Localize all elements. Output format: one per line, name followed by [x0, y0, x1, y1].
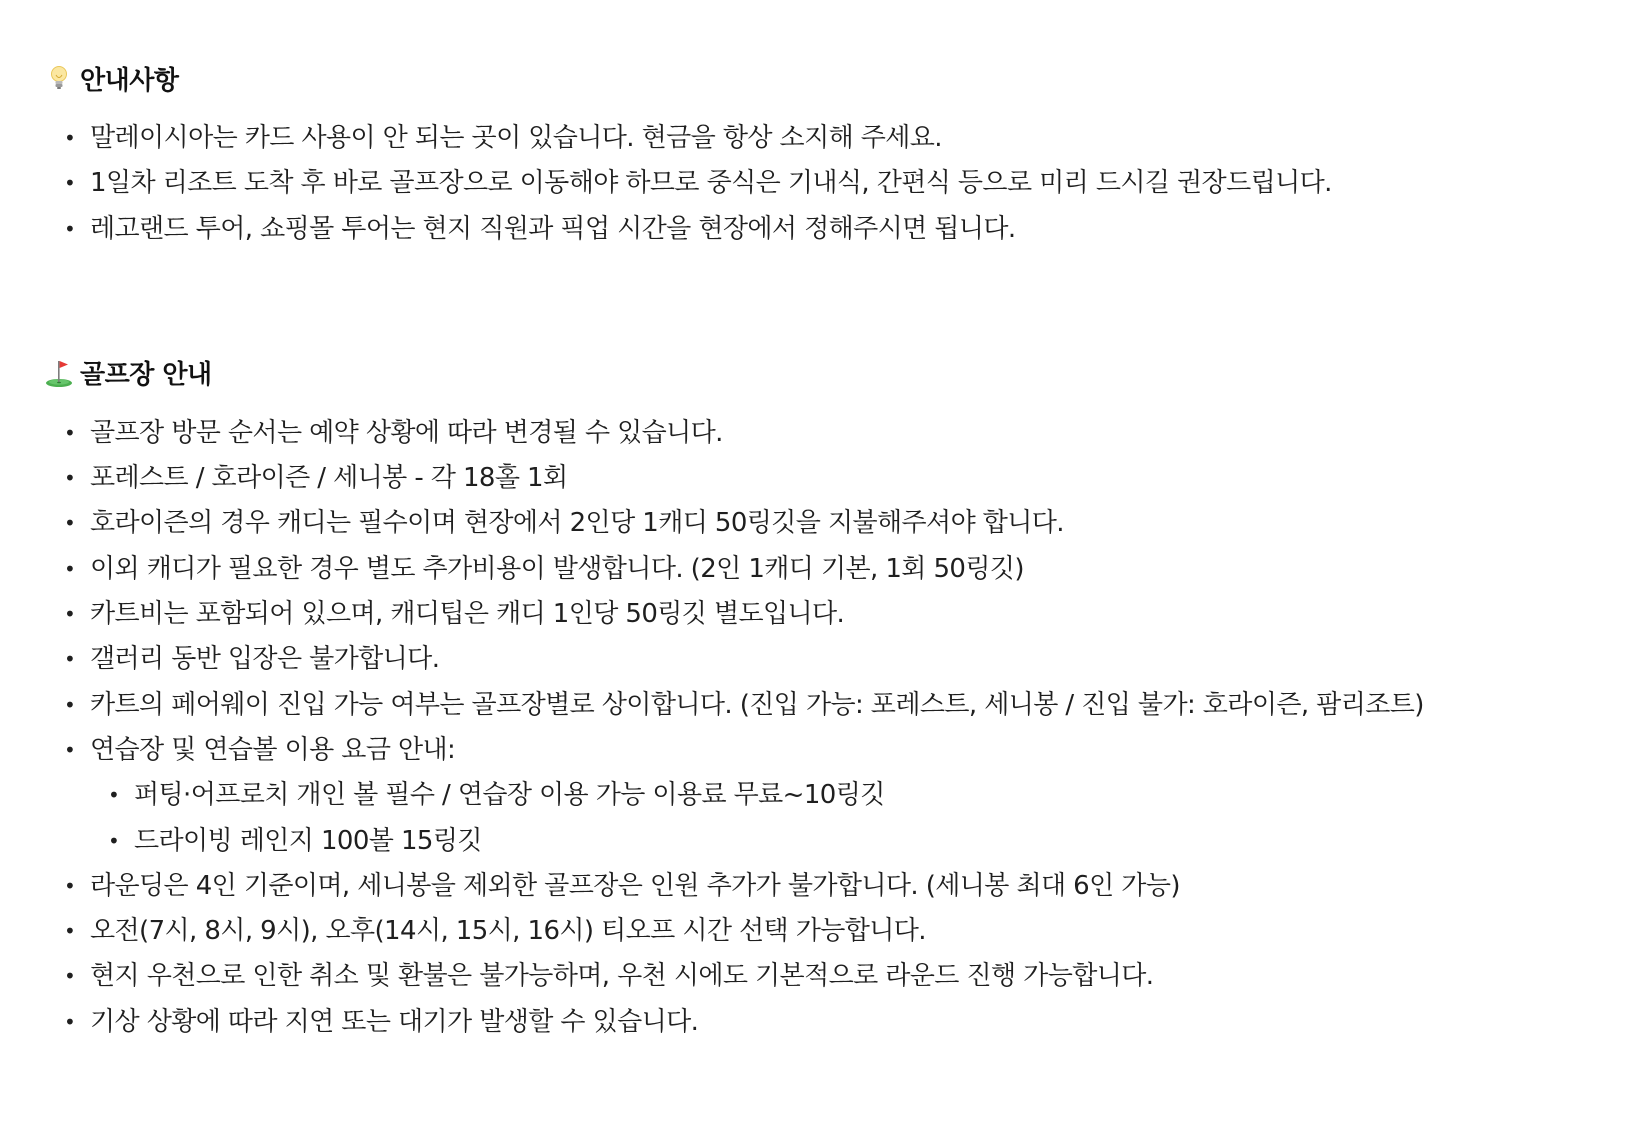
- bullet: •: [64, 737, 76, 762]
- notice-list: [44, 116, 1631, 252]
- practice-fee-sublist: [44, 773, 1631, 864]
- list-item: [44, 116, 1631, 161]
- list-item: [44, 456, 1631, 501]
- golf-list-continued: [44, 864, 1631, 1045]
- list-item: [44, 161, 1631, 206]
- list-item-text: 기상 상황에 따라 지연 또는 대기가 발생할 수 있습니다.: [90, 1006, 699, 1037]
- list-item: [44, 683, 1631, 728]
- list-item: [44, 728, 1631, 773]
- notice-heading: [44, 54, 1631, 102]
- list-item-text: 말레이시아는 카드 사용이 안 되는 곳이 있습니다. 현금을 항상 소지해 주세요.: [90, 123, 942, 153]
- list-item-text: 호라이즌의 경우 캐디는 필수이며 현장에서 2인당 1캐디 50링깃을 지불해주셔야 합니다.: [90, 508, 1064, 539]
- sub-list-item: [44, 773, 1631, 818]
- bullet: •: [64, 1009, 76, 1034]
- list-item: [44, 637, 1631, 682]
- list-item-text: 1일차 리조트 도착 후 바로 골프장으로 이동해야 하므로 중식은 기내식, 간편식 등으로 미리 드시길 권장드립니다.: [90, 168, 1332, 199]
- list-item-text: 현지 우천으로 인한 취소 및 환불은 불가능하며, 우천 시에도 기본적으로 라운드 진행 가능합니다.: [90, 961, 1154, 992]
- list-item: [44, 207, 1631, 252]
- golf-flag-icon: [44, 357, 76, 389]
- list-item-text: 카트비는 포함되어 있으며, 캐디팁은 캐디 1인당 50링깃 별도입니다.: [90, 599, 845, 630]
- lightbulb-icon: [44, 62, 76, 94]
- list-item: [44, 411, 1631, 456]
- bullet: •: [64, 556, 76, 581]
- list-item-text: 레고랜드 투어, 쇼핑몰 투어는 현지 직원과 픽업 시간을 현장에서 정해주시면 됩니다.: [90, 213, 1016, 244]
- list-item: [44, 909, 1631, 954]
- list-item-text: 연습장 및 연습볼 이용 요금 안내:: [90, 734, 456, 765]
- bullet: •: [64, 511, 76, 536]
- list-item: [44, 864, 1631, 909]
- golf-list: [44, 411, 1631, 773]
- sub-list-item: [44, 819, 1631, 864]
- bullet: •: [108, 783, 120, 808]
- sub-list-item-text: 드라이빙 레인지 100볼 15링깃: [134, 825, 482, 856]
- bullet: •: [64, 420, 76, 445]
- list-item-text: 갤러리 동반 입장은 불가합니다.: [90, 644, 440, 675]
- list-item-text: 카트의 페어웨이 진입 가능 여부는 골프장별로 상이합니다. (진입 가능: 포레스트, 세니봉 / 진입 불가: 호라이즌, 팜리조트): [90, 689, 1424, 720]
- section-spacer: [44, 252, 1631, 349]
- list-item: [44, 592, 1631, 637]
- bullet: •: [108, 828, 120, 853]
- golf-heading: [44, 349, 1631, 397]
- list-item: [44, 501, 1631, 546]
- list-item-text: 라운딩은 4인 기준이며, 세니봉을 제외한 골프장은 인원 추가가 불가합니다. (세니봉 최대 6인 가능): [90, 870, 1180, 901]
- bullet: •: [64, 692, 76, 717]
- bullet: •: [64, 126, 76, 150]
- bullet: •: [64, 647, 76, 672]
- bullet: •: [64, 919, 76, 944]
- list-item-text: 골프장 방문 순서는 예약 상황에 따라 변경될 수 있습니다.: [90, 417, 723, 448]
- list-item: [44, 954, 1631, 999]
- bullet: •: [64, 466, 76, 491]
- golf-title: 골프장 안내: [80, 360, 212, 391]
- bullet: •: [64, 171, 76, 196]
- bullet: •: [64, 216, 76, 241]
- list-item-text: 포레스트 / 호라이즌 / 세니봉 - 각 18홀 1회: [90, 463, 568, 494]
- bullet: •: [64, 602, 76, 627]
- list-item: [44, 1000, 1631, 1045]
- sub-list-item-text: 퍼팅·어프로치 개인 볼 필수 / 연습장 이용 가능 이용료 무료~10링깃: [134, 780, 885, 811]
- bullet: •: [64, 964, 76, 989]
- notice-title: 안내사항: [80, 65, 179, 96]
- list-item-text: 오전(7시, 8시, 9시), 오후(14시, 15시, 16시) 티오프 시간 선택 가능합니다.: [90, 916, 926, 947]
- list-item-text: 이외 캐디가 필요한 경우 별도 추가비용이 발생합니다. (2인 1캐디 기본, 1회 50링깃): [90, 553, 1024, 584]
- bullet: •: [64, 873, 76, 898]
- list-item: [44, 547, 1631, 592]
